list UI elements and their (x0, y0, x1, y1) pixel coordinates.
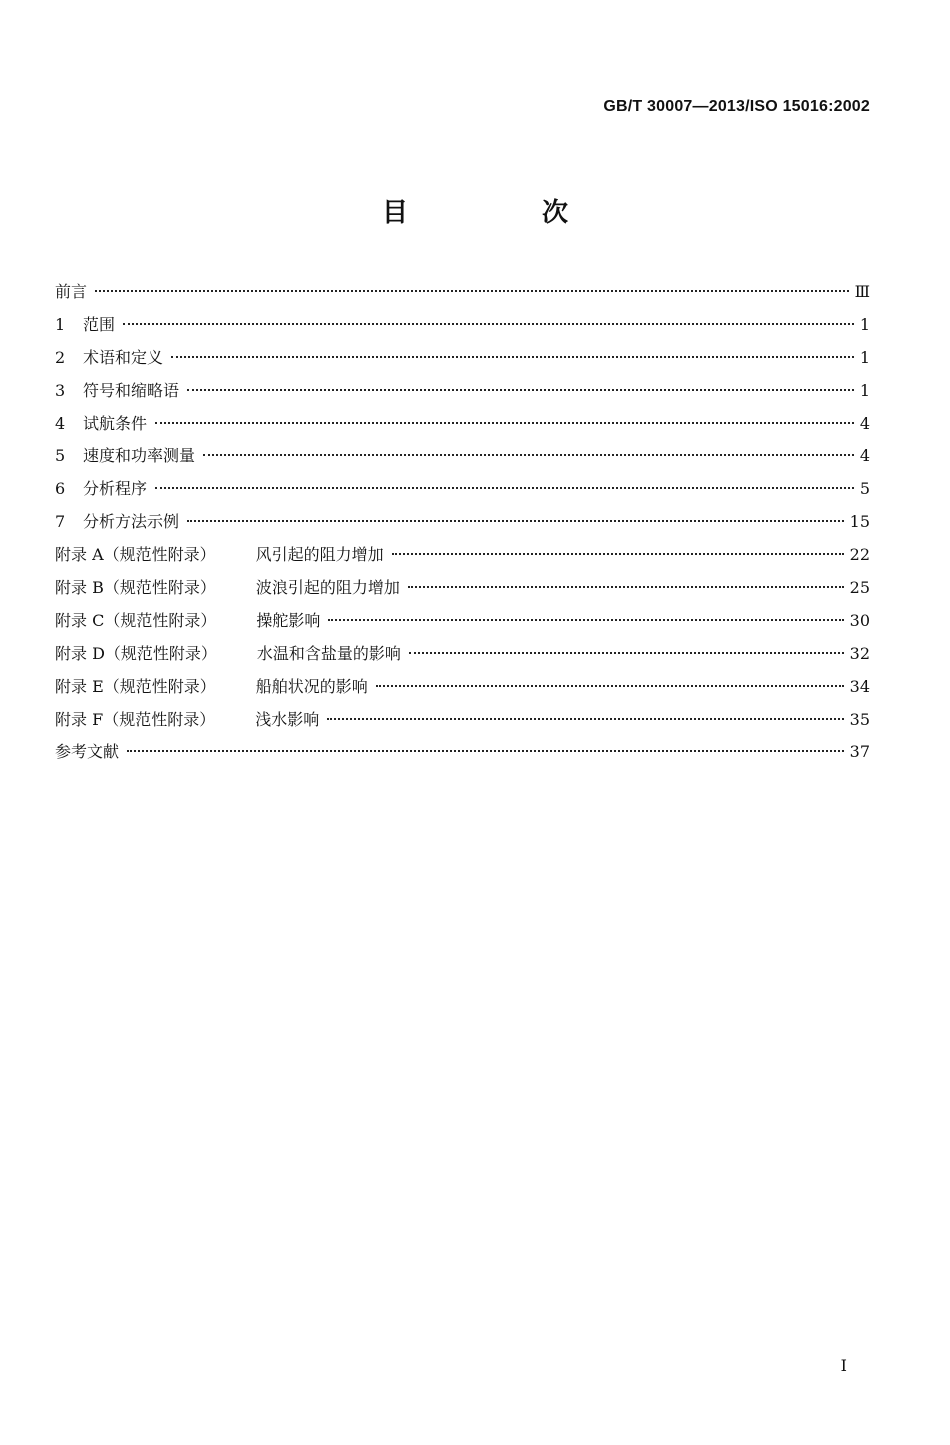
toc-entry-label: 符号和缩略语 (83, 380, 180, 400)
toc-dot-leader (408, 586, 844, 588)
toc-page-number: 5 (859, 479, 870, 499)
toc-dot-leader (127, 750, 844, 752)
toc-entry-measurements[interactable] (55, 443, 870, 476)
toc-entry-label: 试航条件 (83, 413, 148, 433)
toc-annex-label: 附录 F（规范性附录） (55, 709, 216, 729)
toc-page-number: 32 (849, 643, 870, 663)
toc-dot-leader (155, 422, 854, 424)
toc-section-number: 1 (55, 314, 66, 334)
toc-page-number: 22 (849, 545, 870, 565)
toc-entry-annex-e[interactable] (55, 674, 870, 707)
toc-entry-annex-c[interactable] (55, 608, 870, 641)
toc-page-number: Ⅲ (854, 282, 870, 301)
toc-section-number: 2 (55, 347, 66, 367)
toc-section-number: 5 (55, 446, 66, 466)
toc-annex-label: 附录 B（规范性附录） (55, 578, 216, 598)
toc-page-number: 1 (859, 380, 870, 400)
toc-dot-leader (187, 389, 854, 391)
toc-entry-label: 浅水影响 (255, 709, 320, 729)
toc-section-number: 7 (55, 512, 66, 532)
toc-entry-label: 参考文献 (55, 742, 120, 762)
toc-entry-label: 波浪引起的阻力增加 (255, 578, 400, 598)
toc-dot-leader (123, 323, 854, 325)
table-of-contents (55, 279, 870, 772)
toc-annex-label: 附录 D（规范性附录） (55, 643, 217, 663)
toc-entry-trial-conditions[interactable] (55, 411, 870, 444)
toc-dot-leader (187, 520, 844, 522)
toc-page-number: 25 (849, 578, 870, 598)
toc-entry-label: 水温和含盐量的影响 (256, 643, 401, 663)
toc-page-number: 4 (859, 413, 870, 433)
toc-page-number: 35 (849, 709, 870, 729)
toc-entry-label: 分析程序 (83, 479, 148, 499)
toc-entry-analysis-procedure[interactable] (55, 476, 870, 509)
toc-entry-terms[interactable] (55, 345, 870, 378)
toc-dot-leader (95, 290, 849, 292)
toc-annex-label: 附录 C（规范性附录） (55, 610, 217, 630)
toc-entry-symbols[interactable] (55, 378, 870, 411)
toc-page-number: 34 (849, 676, 870, 696)
toc-entry-foreword[interactable] (55, 279, 870, 312)
toc-section-number: 4 (55, 413, 66, 433)
toc-entry-annex-b[interactable] (55, 575, 870, 608)
toc-entry-scope[interactable] (55, 312, 870, 345)
toc-page-number: 30 (849, 610, 870, 630)
toc-entry-label: 前言 (55, 282, 88, 301)
toc-dot-leader (327, 718, 843, 720)
toc-dot-leader (328, 619, 843, 621)
toc-dot-leader (392, 553, 844, 555)
toc-dot-leader (171, 356, 854, 358)
toc-entry-analysis-example[interactable] (55, 509, 870, 542)
toc-entry-annex-d[interactable] (55, 641, 870, 674)
toc-dot-leader (155, 487, 854, 489)
page-number: I (840, 1356, 847, 1375)
toc-entry-label: 术语和定义 (83, 347, 164, 367)
toc-page-number: 1 (859, 347, 870, 367)
page-title: 目 次 (381, 198, 622, 228)
toc-entry-label: 船舶状况的影响 (255, 676, 368, 696)
toc-dot-leader (376, 685, 844, 687)
toc-page-number: 15 (849, 512, 870, 532)
toc-entry-annex-f[interactable] (55, 707, 870, 740)
toc-annex-label: 附录 E（规范性附录） (55, 676, 216, 696)
toc-page-number: 4 (859, 446, 870, 466)
toc-page-number: 37 (849, 742, 870, 762)
toc-entry-label: 分析方法示例 (83, 512, 180, 532)
toc-dot-leader (203, 454, 854, 456)
toc-entry-label: 风引起的阻力增加 (255, 545, 384, 565)
toc-entry-bibliography[interactable] (55, 739, 870, 772)
toc-entry-label: 速度和功率测量 (83, 446, 196, 466)
toc-entry-label: 操舵影响 (256, 610, 321, 630)
toc-entry-annex-a[interactable] (55, 542, 870, 575)
toc-annex-label: 附录 A（规范性附录） (55, 545, 216, 565)
toc-dot-leader (409, 652, 844, 654)
toc-entry-label: 范围 (83, 314, 116, 334)
toc-page-number: 1 (859, 314, 870, 334)
toc-section-number: 3 (55, 380, 66, 400)
document-number: GB/T 30007—2013/ISO 15016:2002 (603, 98, 870, 115)
toc-section-number: 6 (55, 479, 66, 499)
